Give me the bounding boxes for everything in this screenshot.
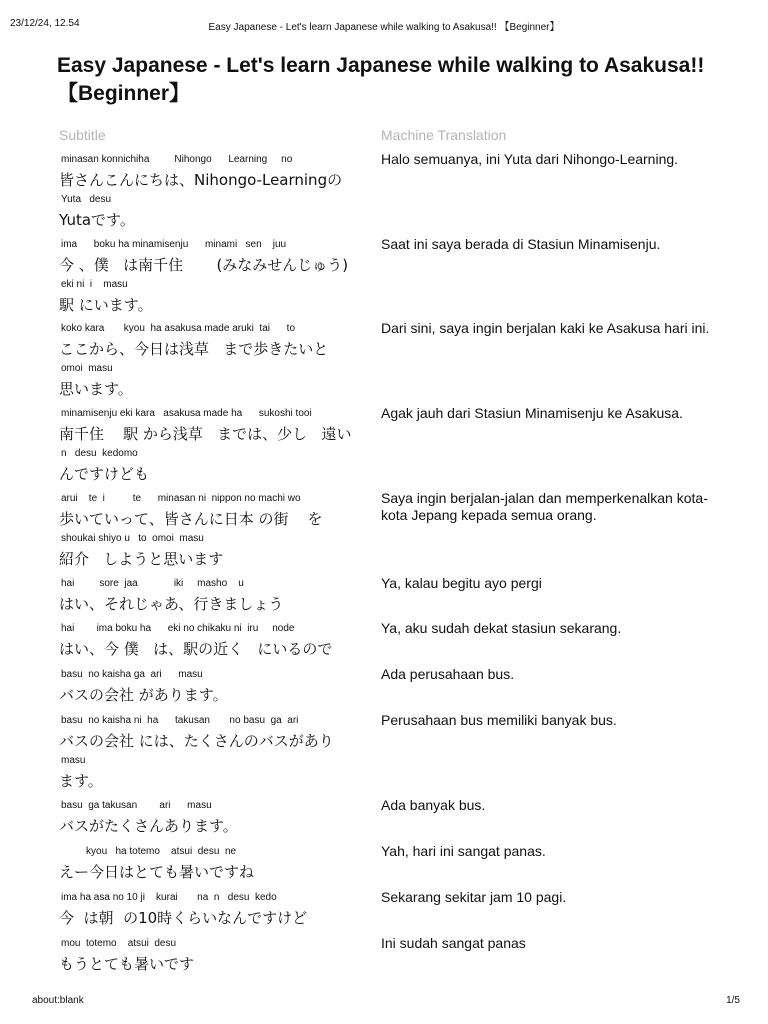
japanese-line: はい、今 僕 は、駅の近く にいるので — [59, 640, 333, 658]
japanese-line: 今 、僕 は南千住 (みなみせんじゅう) — [59, 256, 349, 274]
romaji-line: koko kara kyou ha asakusa made aruki tai to — [61, 323, 296, 334]
translation-column-header: Machine Translation — [381, 127, 507, 143]
japanese-line: 皆さんこんにちは、Nihongo-Learningの — [59, 171, 343, 189]
machine-translation: Saya ingin berjalan-jalan dan memperkenalkan kota-kota Jepang kepada semua orang. — [381, 490, 708, 523]
romaji-line: eki ni i masu — [61, 279, 128, 290]
print-datetime: 23/12/24, 12.54 — [10, 18, 80, 29]
subtitle-text — [59, 151, 371, 231]
machine-translation: Ada perusahaan bus. — [381, 666, 515, 682]
subtitle-text — [59, 889, 371, 929]
romaji-line: hai ima boku ha eki no chikaku ni iru node — [61, 623, 295, 634]
machine-translation: Saat ini saya berada di Stasiun Minamisenju. — [381, 236, 661, 252]
romaji-line: minasan konnichiha Nihongo Learning no — [61, 154, 293, 165]
romaji-line: Yuta desu — [61, 194, 112, 205]
page-number: 1/5 — [726, 995, 740, 1006]
japanese-line: 歩いていって、皆さんに日本 の街 を — [59, 510, 323, 528]
print-page-title: Easy Japanese - Let's learn Japanese while walking to Asakusa!! 【Beginner】 — [208, 22, 560, 33]
subtitle-text — [59, 935, 371, 975]
machine-translation: Perusahaan bus memiliki banyak bus. — [381, 712, 617, 728]
romaji-line: masu — [61, 755, 86, 766]
romaji-line: mou totemo atsui desu — [61, 938, 177, 949]
japanese-line: バスがたくさんあります。 — [59, 817, 238, 835]
subtitle-text — [59, 797, 371, 837]
machine-translation: Sekarang sekitar jam 10 pagi. — [381, 889, 567, 905]
machine-translation: Dari sini, saya ingin berjalan kaki ke Asakusa hari ini. — [381, 320, 710, 336]
japanese-line: バスの会社 があります。 — [59, 686, 228, 704]
machine-translation: Ada banyak bus. — [381, 797, 486, 813]
romaji-line: basu ga takusan ari masu — [61, 800, 212, 811]
japanese-line: はい、それじゃあ、行きましょう — [59, 595, 284, 613]
romaji-line: arui te i te minasan ni nippon no machi wo — [61, 493, 301, 504]
romaji-line: shoukai shiyo u to omoi masu — [61, 533, 204, 544]
subtitle-text — [59, 712, 371, 792]
japanese-line: バスの会社 には、たくさんのバスがあり — [59, 732, 334, 750]
romaji-line: n desu kedomo — [61, 448, 138, 459]
machine-translation: Yah, hari ini sangat panas. — [381, 843, 546, 859]
romaji-line: omoi masu — [61, 363, 113, 374]
romaji-line: hai sore jaa iki masho u — [61, 578, 244, 589]
japanese-line: んですけども — [59, 465, 150, 483]
japanese-line: えー今日はとても暑いですね — [59, 863, 255, 881]
document-title: Easy Japanese - Let's learn Japanese while walking to Asakusa!! 【Beginner】 — [57, 54, 705, 105]
subtitle-text — [59, 620, 371, 660]
subtitle-text — [59, 405, 371, 485]
machine-translation: Agak jauh dari Stasiun Minamisenju ke Asakusa. — [381, 405, 683, 421]
print-url: about:blank — [32, 995, 84, 1006]
machine-translation: Halo semuanya, ini Yuta dari Nihongo-Learning. — [381, 151, 679, 167]
japanese-line: 駅 にいます。 — [59, 296, 153, 314]
romaji-line: ima boku ha minamisenju minami sen juu — [61, 239, 287, 250]
machine-translation: Ya, aku sudah dekat stasiun sekarang. — [381, 620, 622, 636]
japanese-line: Yutaです。 — [59, 211, 135, 229]
japanese-line: もうとても暑いです — [59, 955, 195, 973]
romaji-line: basu no kaisha ni ha takusan no basu ga ari — [61, 715, 299, 726]
subtitle-text — [59, 320, 371, 400]
japanese-line: 紹介 しようと思います — [59, 550, 224, 568]
romaji-line: ima ha asa no 10 ji kurai na n desu kedo — [61, 892, 277, 903]
romaji-line: minamisenju eki kara asakusa made ha sukoshi tooi — [61, 408, 312, 419]
romaji-line: basu no kaisha ga ari masu — [61, 669, 203, 680]
subtitle-text — [59, 490, 371, 570]
machine-translation: Ini sudah sangat panas — [381, 935, 526, 951]
subtitle-text — [59, 575, 371, 615]
japanese-line: ます。 — [59, 772, 103, 790]
machine-translation: Ya, kalau begitu ayo pergi — [381, 575, 542, 591]
japanese-line: 今 は朝 の10時くらいなんですけど — [59, 909, 308, 927]
subtitle-column-header: Subtitle — [59, 127, 106, 143]
subtitle-text — [59, 843, 371, 883]
japanese-line: ここから、今日は浅草 まで歩きたいと — [59, 340, 329, 358]
subtitle-text — [59, 236, 371, 316]
japanese-line: 思います。 — [59, 380, 133, 398]
subtitle-text — [59, 666, 371, 706]
japanese-line: 南千住 駅 から浅草 までは、少し 遠い — [59, 425, 352, 443]
romaji-line: kyou ha totemo atsui desu ne — [61, 846, 237, 857]
